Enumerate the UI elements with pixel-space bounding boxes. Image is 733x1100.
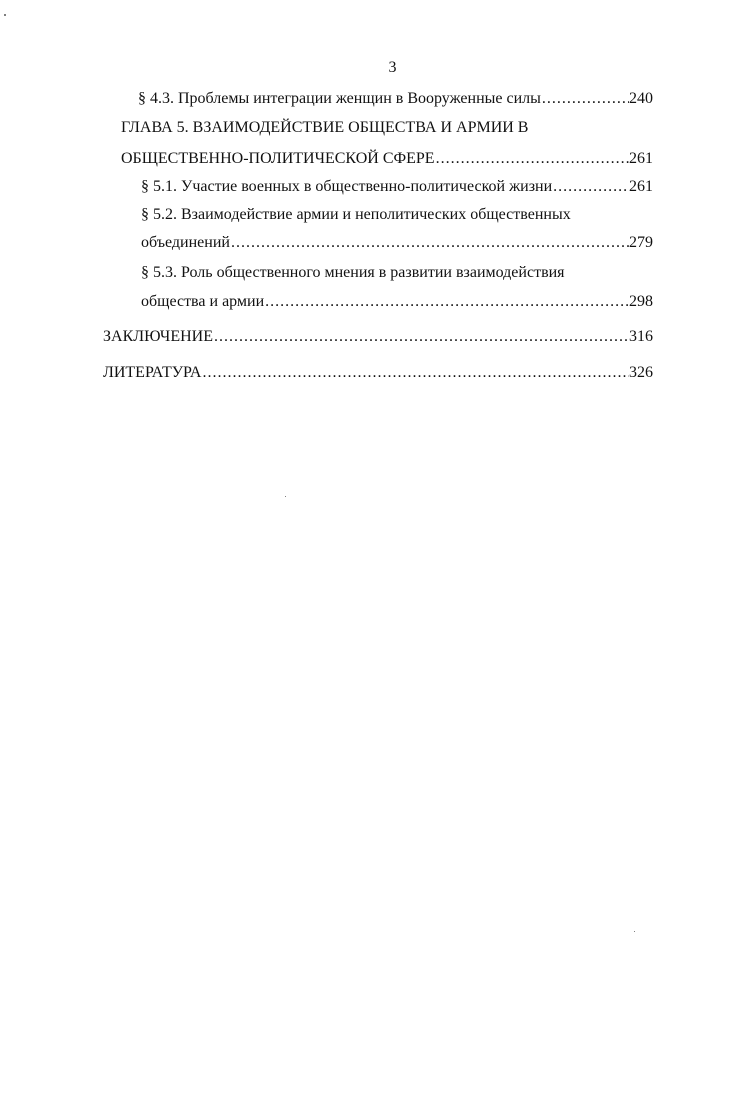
toc-entry-section-4-3 bbox=[138, 89, 653, 109]
toc-entry-page: 279 bbox=[629, 234, 653, 251]
toc-leader-dots bbox=[435, 149, 629, 169]
scan-speck bbox=[285, 496, 286, 497]
toc-entry-title-line1: § 5.2. Взаимодействие армии и неполитических общественных bbox=[141, 206, 571, 223]
toc-entry-chapter-5 bbox=[121, 118, 653, 138]
toc-entry-chapter-5-cont bbox=[121, 149, 653, 169]
scan-speck bbox=[4, 14, 6, 16]
toc-entry-title-line2: общества и армии bbox=[141, 293, 265, 310]
page-number: 3 bbox=[388, 59, 397, 76]
toc-entry-title-line2: ОБЩЕСТВЕННО-ПОЛИТИЧЕСКОЙ СФЕРЕ bbox=[121, 150, 435, 167]
toc-entry-title: ЛИТЕРАТУРА bbox=[103, 364, 202, 381]
toc-entry-title-line2: объединений bbox=[141, 234, 230, 251]
toc-entry-title-line1: § 5.3. Роль общественного мнения в развитии взаимодействия bbox=[141, 264, 565, 281]
toc-leader-dots bbox=[541, 89, 629, 109]
toc-entry-literature bbox=[103, 363, 653, 383]
toc-entry-section-5-2-cont bbox=[141, 233, 653, 253]
toc-entry-section-5-1 bbox=[141, 177, 653, 197]
scan-speck bbox=[634, 931, 635, 932]
toc-entry-section-5-3 bbox=[141, 263, 653, 283]
toc-entry-title: ЗАКЛЮЧЕНИЕ bbox=[103, 328, 213, 345]
toc-entry-title: § 5.1. Участие военных в общественно-политической жизни bbox=[141, 178, 553, 195]
toc-entry-title-line1: ГЛАВА 5. ВЗАИМОДЕЙСТВИЕ ОБЩЕСТВА И АРМИИ В bbox=[121, 119, 529, 136]
toc-leader-dots bbox=[264, 292, 629, 312]
toc-entry-page: 261 bbox=[629, 178, 653, 195]
toc-leader-dots bbox=[552, 177, 629, 197]
toc-leader-dots bbox=[230, 233, 629, 253]
toc-entry-page: 298 bbox=[629, 293, 653, 310]
toc-leader-dots bbox=[201, 363, 629, 383]
toc-entry-conclusion bbox=[103, 327, 653, 347]
toc-entry-section-5-2 bbox=[141, 205, 653, 225]
toc-entry-title: § 4.3. Проблемы интеграции женщин в Вооруженные силы bbox=[138, 90, 541, 107]
toc-entry-page: 316 bbox=[629, 328, 653, 345]
toc-entry-page: 326 bbox=[629, 364, 653, 381]
toc-leader-dots bbox=[213, 327, 629, 347]
toc-entry-page: 240 bbox=[629, 90, 653, 107]
toc-entry-page: 261 bbox=[629, 150, 653, 167]
toc-entry-section-5-3-cont bbox=[141, 292, 653, 312]
